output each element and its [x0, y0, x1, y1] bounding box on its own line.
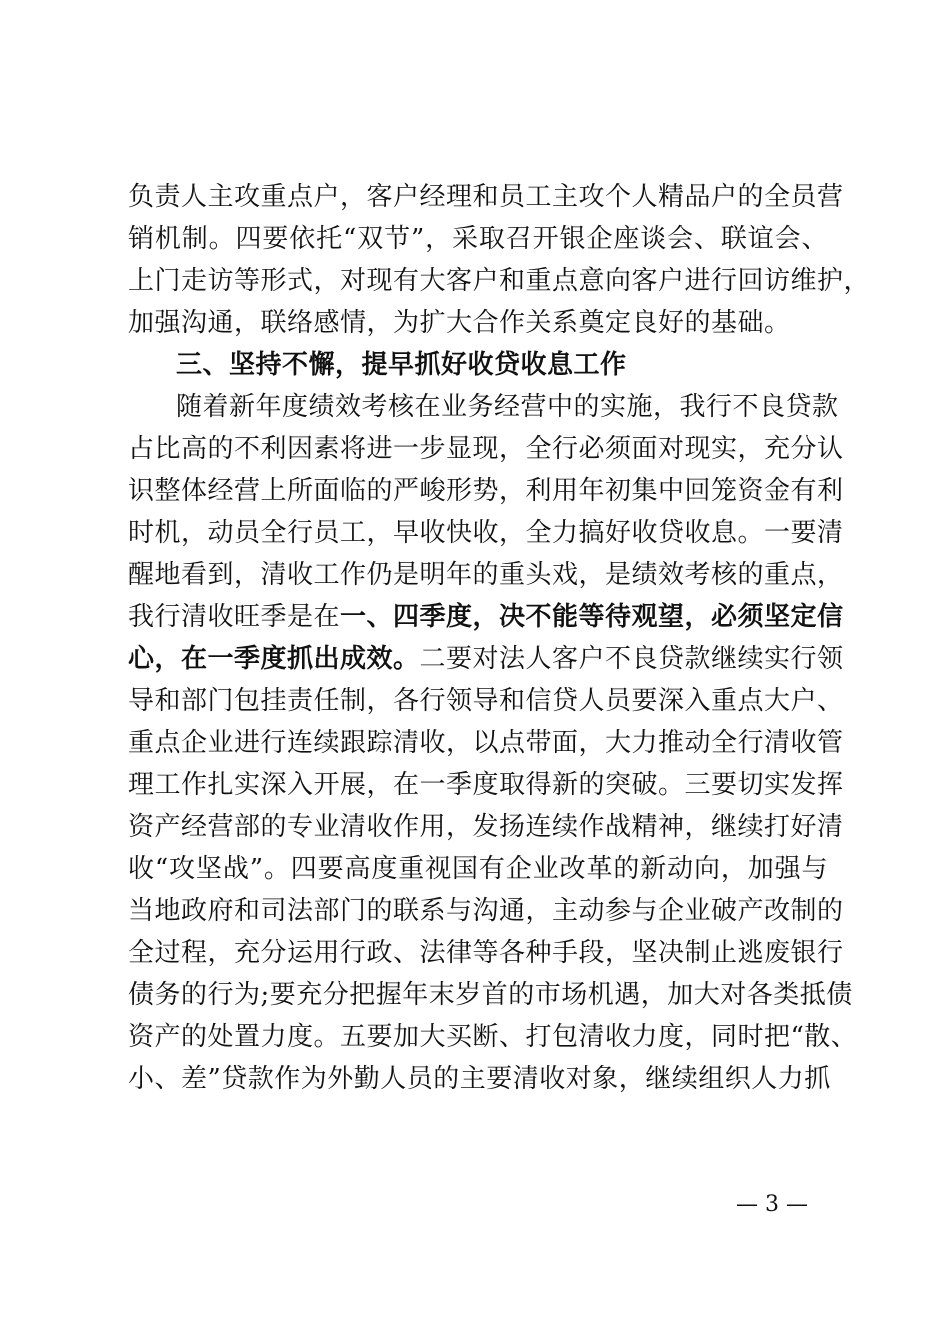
paragraph2-line3: 识整体经营上所面临的严峻形势，利用年初集中回笼资金有利: [128, 476, 844, 506]
paragraph2-line12: 收“攻坚战”。四要高度重视国有企业改革的新动向，加强与: [128, 854, 828, 884]
paragraph1-line1: 负责人主攻重点户，客户经理和员工主攻个人精品户的全员营: [128, 182, 844, 212]
section-heading: 三、坚持不懈，提早抓好收贷收息工作: [176, 350, 627, 380]
paragraph1-line3: 上门走访等形式，对现有大客户和重点意向客户进行回访维护，: [128, 266, 871, 296]
paragraph2-line5: 醒地看到，清收工作仍是明年的重头戏，是绩效考核的重点，: [128, 560, 844, 590]
paragraph2-line6-normal: 我行清收旺季是在: [128, 602, 341, 632]
paragraph2-line4: 时机，动员全行员工，早收快收，全力搞好收贷收息。一要清: [128, 518, 844, 548]
paragraph2-line16: 资产的处置力度。五要加大买断、打包清收力度，同时把“散、: [128, 1022, 858, 1052]
paragraph2-line7: [128, 638, 844, 680]
paragraph2-line8: 导和部门包挂责任制，各行领导和信贷人员要深入重点大户、: [128, 686, 844, 716]
paragraph2-line9: 重点企业进行连续跟踪清收，以点带面，大力推动全行清收管: [128, 728, 844, 758]
document-body: [128, 176, 871, 1100]
paragraph2-line14: 全过程，充分运用行政、法律等各种手段，坚决制止逃废银行: [128, 938, 844, 968]
paragraph2-line13: 当地政府和司法部门的联系与沟通，主动参与企业破产改制的: [128, 896, 844, 926]
paragraph2-line7-normal: 二要对法人客户不良贷款继续实行领: [419, 644, 844, 674]
paragraph2-line10: 理工作扎实深入开展，在一季度取得新的突破。三要切实发挥: [128, 770, 844, 800]
paragraph2-line6-bold: 一、四季度，决不能等待观望，必须坚定信: [340, 602, 844, 632]
paragraph2-line11: 资产经营部的专业清收作用，发扬连续作战精神，继续打好清: [128, 812, 844, 842]
paragraph2-line15: 债务的行为;要充分把握年末岁首的市场机遇，加大对各类抵债: [128, 980, 853, 1010]
paragraph2-line7-bold: 心，在一季度抓出成效。: [128, 644, 420, 674]
paragraph2-line17: 小、差”贷款作为外勤人员的主要清收对象，继续组织人力抓: [128, 1064, 831, 1094]
paragraph1-line4: 加强沟通，联络感情，为扩大合作关系奠定良好的基础。: [128, 308, 791, 338]
paragraph2-line6: [128, 596, 844, 638]
paragraph2-line1: 随着新年度绩效考核在业务经营中的实施，我行不良贷款: [176, 392, 839, 422]
paragraph1-line2: 销机制。四要依托“双节”，采取召开银企座谈会、联谊会、: [128, 224, 828, 254]
paragraph2-line2: 占比高的不利因素将进一步显现，全行必须面对现实，充分认: [128, 434, 844, 464]
page-number: — 3 —: [736, 1192, 808, 1217]
